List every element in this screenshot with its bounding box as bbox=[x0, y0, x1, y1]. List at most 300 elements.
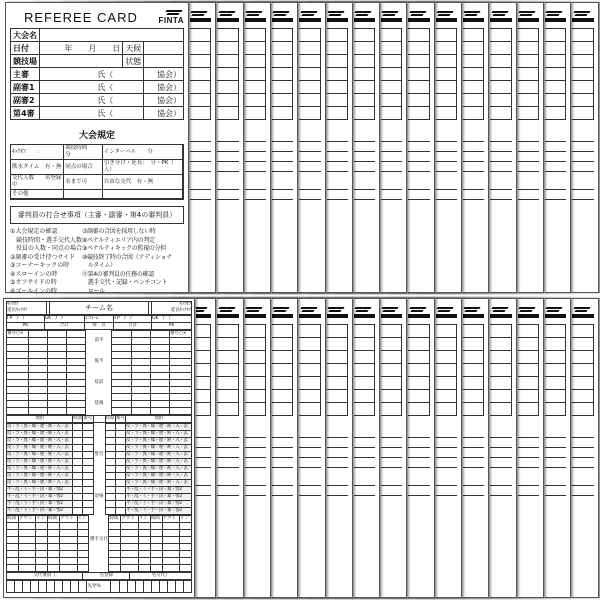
meeting-item: ①大会規定の確認 bbox=[10, 228, 58, 235]
score-row bbox=[7, 387, 192, 394]
card-rule bbox=[431, 415, 457, 416]
card-rule bbox=[267, 28, 293, 29]
card-rule bbox=[540, 67, 566, 68]
starters-row bbox=[6, 580, 192, 593]
logo-mark-icon bbox=[355, 11, 372, 13]
card-rule bbox=[240, 93, 266, 94]
logo-mark-icon bbox=[244, 314, 266, 318]
score-cell: 後半 bbox=[86, 359, 112, 366]
number-cell bbox=[115, 445, 125, 452]
row-value: 氏（ bbox=[40, 107, 144, 120]
card-rule bbox=[404, 350, 430, 351]
card-rule bbox=[267, 54, 293, 55]
card-rule bbox=[486, 54, 512, 55]
card-rule bbox=[568, 324, 594, 325]
score-cell bbox=[150, 345, 169, 352]
logo-mark-icon bbox=[436, 307, 453, 309]
card-rule bbox=[322, 324, 348, 325]
card-rule bbox=[540, 467, 566, 468]
sub-cell bbox=[48, 523, 60, 530]
logo-mark-icon bbox=[356, 14, 369, 16]
officials-row bbox=[11, 42, 184, 55]
logo-mark-icon bbox=[353, 18, 375, 22]
card-rule bbox=[240, 106, 266, 107]
row-label: 大会名 bbox=[11, 29, 40, 42]
logo-mark-icon bbox=[328, 14, 341, 16]
card-rule bbox=[267, 161, 293, 162]
card-rule bbox=[322, 141, 348, 142]
logo-mark-icon bbox=[326, 18, 348, 22]
card-rule bbox=[376, 119, 402, 120]
card-rule bbox=[185, 106, 211, 107]
reason-options: 反・ラ・異・繰・遅・距・入・去 bbox=[126, 431, 192, 438]
score-cell bbox=[67, 345, 86, 352]
card-rule bbox=[213, 337, 239, 338]
rules-row bbox=[11, 145, 183, 160]
card-rule bbox=[267, 141, 293, 142]
card-rule bbox=[404, 495, 430, 496]
sub-cell bbox=[77, 565, 89, 572]
sub-cell bbox=[162, 558, 179, 565]
card-rule bbox=[213, 485, 239, 486]
sub-cell bbox=[77, 551, 89, 558]
score-cell bbox=[48, 338, 67, 345]
sub-cell bbox=[48, 544, 60, 551]
discipline-type bbox=[93, 466, 105, 473]
sub-cell bbox=[7, 565, 19, 572]
card-rule bbox=[267, 485, 293, 486]
card-rule bbox=[540, 437, 566, 438]
row-value: 氏（ bbox=[40, 94, 144, 107]
card-rule bbox=[267, 171, 293, 172]
reason-options: 反・ラ・異・繰・遅・距・入・去 bbox=[126, 473, 192, 480]
score-cell bbox=[48, 352, 67, 359]
card-rule bbox=[404, 447, 430, 448]
card-rule bbox=[513, 67, 539, 68]
score-cell bbox=[67, 373, 86, 380]
kickoff-label: ｷｯｸｵﾌ bbox=[179, 302, 191, 307]
score-cell bbox=[48, 387, 67, 394]
reason-options: 不・乱・ぅ・手・決・暴・警2 bbox=[7, 487, 73, 494]
card-rule bbox=[295, 106, 321, 107]
discipline-type bbox=[93, 480, 105, 487]
score-cell bbox=[112, 352, 131, 359]
starter-cell bbox=[143, 581, 151, 593]
uniform-label: ﾕﾆﾌｫｰﾑ bbox=[84, 316, 114, 323]
score-cell bbox=[112, 338, 131, 345]
meeting-item: ⑦副審の合図を採用しない時 bbox=[82, 228, 156, 235]
card-rule bbox=[431, 376, 457, 377]
card-rule bbox=[431, 485, 457, 486]
card-rule bbox=[458, 447, 484, 448]
card-rule bbox=[376, 495, 402, 496]
card-rule bbox=[486, 41, 512, 42]
score-cell bbox=[48, 331, 67, 338]
logo-mark-icon bbox=[383, 14, 396, 16]
logo-mark-icon bbox=[519, 310, 532, 312]
number-cell bbox=[115, 438, 125, 445]
card-rule bbox=[322, 402, 348, 403]
starter-cell bbox=[111, 581, 119, 593]
card-rule bbox=[376, 54, 402, 55]
card-rule bbox=[322, 199, 348, 200]
card-rule bbox=[322, 171, 348, 172]
card-rule bbox=[486, 151, 512, 152]
card-rule bbox=[540, 402, 566, 403]
discipline-row bbox=[7, 501, 192, 508]
card-rule bbox=[213, 67, 239, 68]
logo-mark-icon bbox=[544, 314, 566, 318]
card-rule bbox=[267, 437, 293, 438]
score-cell bbox=[170, 359, 192, 366]
score-row bbox=[7, 366, 192, 373]
card-rule bbox=[240, 67, 266, 68]
sub-cell bbox=[150, 558, 162, 565]
card-rule bbox=[240, 141, 266, 142]
card-rule bbox=[322, 457, 348, 458]
card-rule bbox=[540, 151, 566, 152]
sub-cell bbox=[179, 565, 191, 572]
card-rule bbox=[349, 485, 375, 486]
starter-cell bbox=[159, 581, 167, 593]
score-cell bbox=[131, 380, 150, 387]
card-rule bbox=[568, 171, 594, 172]
card-rule bbox=[240, 80, 266, 81]
card-rule bbox=[376, 171, 402, 172]
sub-cell bbox=[48, 537, 60, 544]
sub-cell bbox=[36, 530, 48, 537]
card-rule bbox=[458, 376, 484, 377]
score-cell bbox=[29, 345, 48, 352]
sub-cell bbox=[121, 565, 138, 572]
score-cell: 延前 bbox=[86, 380, 112, 387]
starter-cell bbox=[127, 581, 135, 593]
card-rule bbox=[240, 189, 266, 190]
score-cell bbox=[150, 401, 169, 408]
sub-cell bbox=[18, 523, 35, 530]
logo-mark-icon bbox=[436, 11, 453, 13]
logo-mark-icon bbox=[437, 14, 450, 16]
card-rule bbox=[458, 324, 484, 325]
card-rule bbox=[267, 80, 293, 81]
rules-cell: インターバル 分 bbox=[102, 145, 182, 160]
logo-mark-icon bbox=[246, 310, 259, 312]
rules-cell: 交代人数 名登録中 bbox=[11, 175, 64, 190]
meeting-item: ルタイム） bbox=[82, 262, 116, 269]
score-cell bbox=[170, 380, 192, 387]
sub-cell bbox=[162, 530, 179, 537]
card-rule bbox=[486, 363, 512, 364]
substitution-row bbox=[7, 516, 192, 523]
sub-cell bbox=[18, 565, 35, 572]
logo-mark-icon bbox=[355, 307, 372, 309]
card-rule bbox=[349, 350, 375, 351]
card-rule bbox=[458, 151, 484, 152]
card-rule bbox=[240, 437, 266, 438]
card-rule bbox=[185, 161, 211, 162]
score-cell bbox=[29, 366, 48, 373]
card-rule bbox=[322, 93, 348, 94]
score-cell bbox=[170, 338, 192, 345]
card-rule bbox=[240, 402, 266, 403]
score-cell bbox=[7, 373, 29, 380]
sub-cell bbox=[138, 530, 150, 537]
starter-cell bbox=[119, 581, 127, 593]
card-rule bbox=[185, 199, 211, 200]
score-cell bbox=[170, 345, 192, 352]
card-rule bbox=[568, 350, 594, 351]
number-label: 番号 bbox=[83, 416, 93, 421]
logo-mark-icon bbox=[437, 310, 450, 312]
card-rule bbox=[486, 485, 512, 486]
card-rule bbox=[267, 337, 293, 338]
score-cell bbox=[29, 352, 48, 359]
card-rule bbox=[568, 437, 594, 438]
card-rule bbox=[240, 389, 266, 390]
card-rule bbox=[295, 171, 321, 172]
sub-cell bbox=[77, 523, 89, 530]
logo-mark-icon bbox=[518, 11, 535, 13]
logo-mark-icon bbox=[410, 14, 423, 16]
sub-cell: アウト bbox=[18, 516, 35, 523]
card-rule bbox=[322, 151, 348, 152]
card-rule bbox=[349, 324, 375, 325]
referee-card-front bbox=[5, 2, 189, 293]
discipline-grid bbox=[6, 423, 192, 515]
sub-cell bbox=[36, 565, 48, 572]
card-rule bbox=[568, 151, 594, 152]
card-rule bbox=[213, 415, 239, 416]
team-name-label: チーム名 bbox=[50, 302, 148, 315]
reason-options: 反・ラ・異・繰・遅・距・入・去 bbox=[7, 473, 73, 480]
card-rule bbox=[322, 485, 348, 486]
card-rule bbox=[431, 41, 457, 42]
card-rule bbox=[376, 28, 402, 29]
score-cell bbox=[150, 366, 169, 373]
card-rule bbox=[322, 495, 348, 496]
time-label: 時間 bbox=[73, 416, 82, 421]
number-cell bbox=[83, 501, 93, 508]
card-rule bbox=[513, 437, 539, 438]
logo-mark-icon bbox=[353, 314, 375, 318]
card-rule bbox=[213, 389, 239, 390]
card-rule bbox=[486, 171, 512, 172]
sub-cell bbox=[121, 544, 138, 551]
number-cell bbox=[115, 487, 125, 494]
rules-row bbox=[11, 175, 183, 190]
score-cell bbox=[170, 352, 192, 359]
card-rule bbox=[213, 161, 239, 162]
discipline-type bbox=[93, 438, 105, 445]
card-rule bbox=[295, 337, 321, 338]
card-rule bbox=[295, 457, 321, 458]
discipline-type bbox=[93, 508, 105, 515]
logo-mark-icon bbox=[464, 307, 481, 309]
score-cell bbox=[170, 408, 192, 415]
score-cell bbox=[86, 331, 112, 338]
sub-cell bbox=[60, 558, 77, 565]
card-rule bbox=[513, 161, 539, 162]
score-cell bbox=[7, 338, 29, 345]
score-cell bbox=[48, 366, 67, 373]
card-rule bbox=[295, 199, 321, 200]
sub-cell bbox=[89, 558, 109, 565]
card-rule bbox=[295, 467, 321, 468]
logo-mark-icon bbox=[465, 14, 478, 16]
card-rule bbox=[431, 437, 457, 438]
gk-label: GK / / bbox=[44, 316, 84, 323]
score-cell bbox=[7, 408, 29, 415]
logo-mark-icon bbox=[219, 14, 232, 16]
ext-kickoff-label: 延長ｷｯｸｵﾌ bbox=[170, 308, 191, 313]
card-rule bbox=[404, 376, 430, 377]
time-cell bbox=[73, 438, 83, 445]
sub-cell bbox=[89, 516, 109, 523]
card-rule bbox=[185, 151, 211, 152]
substitution-row bbox=[7, 551, 192, 558]
card-rule bbox=[540, 171, 566, 172]
card-rule bbox=[185, 119, 211, 120]
officials-row bbox=[11, 29, 184, 42]
score-cell bbox=[170, 366, 192, 373]
number-cell bbox=[115, 452, 125, 459]
card-rule bbox=[540, 141, 566, 142]
card-rule bbox=[486, 80, 512, 81]
discipline-type bbox=[93, 445, 105, 452]
card-rule bbox=[376, 141, 402, 142]
number-label: 番号 bbox=[115, 416, 125, 421]
time-cell bbox=[105, 501, 115, 508]
card-rule bbox=[458, 389, 484, 390]
logo-mark-icon bbox=[245, 11, 262, 13]
card-rule bbox=[322, 67, 348, 68]
card-rule bbox=[404, 467, 430, 468]
sub-cell bbox=[109, 537, 121, 544]
sub-cell bbox=[7, 530, 19, 537]
score-cell bbox=[131, 373, 150, 380]
reason-options: 不・乱・ぅ・手・決・暴・警2 bbox=[126, 501, 192, 508]
sub-cell bbox=[89, 530, 109, 537]
reason-options: 反・ラ・異・繰・遅・距・入・去 bbox=[7, 452, 73, 459]
reason-options: 反・ラ・異・繰・遅・距・入・去 bbox=[7, 480, 73, 487]
score-row bbox=[7, 345, 192, 352]
rules-cell: その他 bbox=[11, 190, 64, 199]
card-rule bbox=[240, 350, 266, 351]
row-sub-label: 状態 bbox=[123, 55, 144, 68]
card-rule bbox=[431, 467, 457, 468]
score-cell bbox=[67, 387, 86, 394]
card-rule bbox=[376, 151, 402, 152]
card-rule bbox=[568, 93, 594, 94]
card-rule bbox=[568, 199, 594, 200]
meeting-item: ⑧ペナルティエリア内の判定 bbox=[82, 236, 155, 244]
score-cell bbox=[48, 380, 67, 387]
logo-mark-icon bbox=[328, 310, 341, 312]
card-rule bbox=[404, 151, 430, 152]
starter-cell bbox=[151, 581, 159, 593]
card-rule bbox=[349, 467, 375, 468]
time-cell bbox=[73, 452, 83, 459]
logo-mark-icon bbox=[572, 18, 594, 22]
sub-cell bbox=[48, 565, 60, 572]
logo-mark-icon bbox=[408, 18, 430, 22]
card-rule bbox=[568, 415, 594, 416]
score-cell bbox=[112, 394, 131, 401]
sub-cell bbox=[150, 537, 162, 544]
card-rule bbox=[213, 189, 239, 190]
card-rule bbox=[458, 437, 484, 438]
sub-cell bbox=[162, 537, 179, 544]
card-rule bbox=[513, 141, 539, 142]
sub-cell bbox=[36, 537, 48, 544]
time-cell bbox=[105, 438, 115, 445]
score-cell bbox=[48, 359, 67, 366]
logo-mark-icon bbox=[492, 14, 505, 16]
time-cell bbox=[73, 445, 83, 452]
logo-mark-icon bbox=[410, 310, 423, 312]
card-rule bbox=[431, 457, 457, 458]
score-cell bbox=[67, 338, 86, 345]
sub-cell bbox=[60, 544, 77, 551]
score-cell bbox=[170, 394, 192, 401]
card-rule bbox=[376, 161, 402, 162]
card-rule bbox=[295, 93, 321, 94]
sub-cell bbox=[150, 565, 162, 572]
row-sub-value bbox=[144, 42, 184, 55]
logo-mark-icon bbox=[246, 14, 259, 16]
substitution-row bbox=[7, 565, 192, 572]
sub-cell bbox=[89, 565, 109, 572]
card-rule bbox=[458, 41, 484, 42]
rules-cell bbox=[64, 190, 103, 199]
sub-cell bbox=[138, 551, 150, 558]
card-rule bbox=[322, 189, 348, 190]
score-cell bbox=[48, 401, 67, 408]
score-row bbox=[7, 331, 192, 338]
card-rule bbox=[513, 495, 539, 496]
card-rule bbox=[431, 93, 457, 94]
card-rule bbox=[404, 324, 430, 325]
logo-mark-icon bbox=[327, 307, 344, 309]
logo-mark-icon bbox=[271, 18, 293, 22]
logo-mark-icon bbox=[490, 18, 512, 22]
card-rule bbox=[458, 457, 484, 458]
sub-cell bbox=[60, 530, 77, 537]
discipline-row bbox=[7, 473, 192, 480]
logo-mark-icon bbox=[245, 307, 262, 309]
reason-options: 不・乱・ぅ・手・決・暴・警2 bbox=[126, 508, 192, 515]
card-rule bbox=[431, 337, 457, 338]
score-cell bbox=[67, 401, 86, 408]
number-cell bbox=[115, 501, 125, 508]
starter-cell bbox=[55, 581, 63, 593]
officials-row bbox=[11, 81, 184, 94]
card-rule bbox=[513, 376, 539, 377]
card-rule bbox=[458, 402, 484, 403]
card-rule bbox=[486, 199, 512, 200]
substitution-row bbox=[7, 530, 192, 537]
card-rule bbox=[295, 189, 321, 190]
card-rule bbox=[267, 457, 293, 458]
discipline-type: 退場 bbox=[94, 494, 104, 499]
logo-mark-icon bbox=[435, 18, 457, 22]
sub-cell bbox=[7, 523, 19, 530]
card-rule bbox=[240, 151, 266, 152]
logo-mark-icon bbox=[462, 18, 484, 22]
card-rule bbox=[349, 171, 375, 172]
card-rule bbox=[213, 199, 239, 200]
row-label: 副審2 bbox=[11, 94, 40, 107]
